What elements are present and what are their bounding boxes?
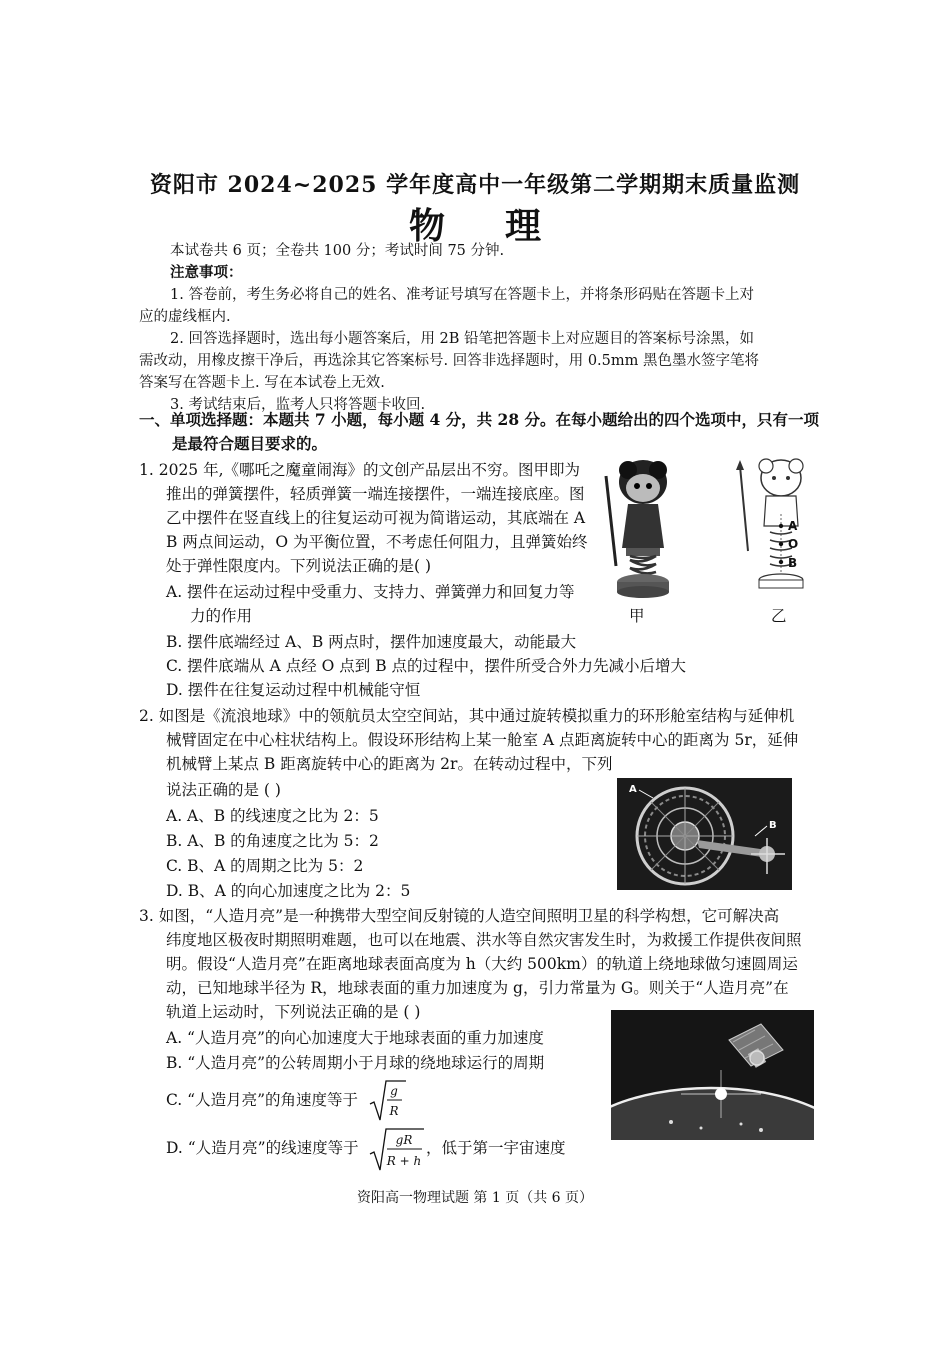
sqrt-d-denominator: R + h (386, 1154, 422, 1168)
q1-line-3: 乙中摆件在竖直线上的往复运动可视为简谐运动，其底端在 A (166, 509, 586, 527)
q1-option-d: D. 摆件在往复运动过程中机械能守恒 (166, 681, 421, 699)
nezha-figurine-figure (588, 456, 698, 601)
q3-option-b: B. “人造月亮”的公转周期小于月球的绕地球运行的周期 (166, 1054, 545, 1072)
q2-line-2: 械臂固定在中心柱状结构上。假设环形结构上某一舱室 A 点距离旋转中心的距离为 5r，延伸 (166, 731, 799, 749)
q2-line-3: 机械臂上某点 B 距离旋转中心的距离为 2r。在转动过程中，下列 (166, 755, 613, 773)
exam-info: 本试卷共 6 页；全卷共 100 分；考试时间 75 分钟. (170, 243, 505, 259)
station-point-a-label: A (629, 784, 637, 795)
fig-label-yi: 乙 (771, 607, 787, 625)
section-heading-2: 是最符合题目要求的。 (172, 434, 328, 453)
q2-option-b: B. A、B 的角速度之比为 5：2 (166, 832, 379, 850)
page-footer: 资阳高一物理试题 第 1 页（共 6 页） (356, 1190, 594, 1206)
q1-option-a-cont: 力的作用 (190, 607, 253, 625)
q3-line-3: 明。假设“人造月亮”在距离地球表面高度为 h（大约 500km）的轨道上绕地球做匀速圆周运 (166, 955, 798, 973)
q1-line-1: 1. 2025 年,《哪吒之魔童闹海》的文创产品层出不穷。图甲即为 (139, 461, 581, 479)
sqrt-d-numerator: gR (395, 1133, 413, 1147)
q3-line-2: 纬度地区极夜时期照明难题，也可以在地震、洪水等自然灾害发生时，为救援工作提供夜间照 (166, 931, 802, 949)
space-station-figure (617, 778, 792, 890)
q3-option-d-text: D. “人造月亮”的线速度等于 (166, 1139, 359, 1157)
point-o-label: O (788, 537, 799, 551)
fig-label-jia: 甲 (629, 607, 645, 625)
section-heading-1: 一、单项选择题：本题共 7 小题，每小题 4 分，共 28 分。在每小题给出的四个选项中，只有一项 (139, 410, 820, 429)
artificial-moon-figure (611, 1010, 814, 1140)
q3-option-d-tail: ，低于第一宇宙速度 (426, 1139, 566, 1157)
sqrt-c-denominator: R (389, 1104, 399, 1118)
q1-line-2: 推出的弹簧摆件，轻质弹簧一端连接摆件，一端连接底座。图 (166, 485, 585, 503)
notice-3: 3. 考试结束后，监考人只将答题卡收回. (170, 397, 426, 413)
station-point-b-label: B (769, 820, 777, 831)
q1-option-b: B. 摆件底端经过 A、B 两点时，摆件加速度最大，动能最大 (166, 633, 577, 651)
notice-heading: 注意事项： (170, 264, 243, 281)
point-a-label: A (788, 519, 798, 533)
q1-line-4: B 两点间运动，O 为平衡位置，不考虑任何阻力，且弹簧始终 (166, 533, 588, 551)
q1-line-5: 处于弹性限度内。下列说法正确的是( ) (166, 557, 432, 575)
notice-2c: 答案写在答题卡上. 写在本试卷上无效. (139, 375, 385, 391)
q3-line-5: 轨道上运动时，下列说法正确的是 ( ) (166, 1003, 421, 1021)
subject-title: 物理 (408, 205, 601, 247)
q3-option-c (166, 1088, 358, 1112)
sqrt-gr-over-rh (368, 1126, 428, 1174)
q2-option-c: C. B、A 的周期之比为 5：2 (166, 857, 364, 875)
q3-option-c-text: C. “人造月亮”的角速度等于 (166, 1091, 359, 1109)
sqrt-g-over-r (368, 1078, 408, 1124)
q1-option-c: C. 摆件底端从 A 点经 O 点到 B 点的过程中，摆件所受合外力先减小后增大 (166, 657, 687, 675)
point-b-label: B (788, 556, 798, 570)
q3-option-a: A. “人造月亮”的向心加速度大于地球表面的重力加速度 (166, 1029, 544, 1047)
notice-1a: 1. 答卷前，考生务必将自己的姓名、准考证号填写在答题卡上，并将条形码贴在答题卡上对 (170, 287, 754, 303)
q3-line-1: 3. 如图，“人造月亮”是一种携带大型空间反射镜的人造空间照明卫星的科学构想，它可解决高 (139, 907, 780, 925)
spring-diagram-figure (726, 456, 831, 601)
q2-line-4: 说法正确的是 ( ) (166, 781, 281, 799)
notice-2b: 需改动，用橡皮擦干净后，再选涂其它答案标号. 回答非选择题时，用 0.5mm 黑色墨水签字笔将 (139, 353, 759, 369)
q2-line-1: 2. 如图是《流浪地球》中的领航员太空空间站，其中通过旋转模拟重力的环形舱室结构与延伸机 (139, 707, 795, 725)
q1-option-a: A. 摆件在运动过程中受重力、支持力、弹簧弹力和回复力等 (166, 583, 575, 601)
q3-option-d (166, 1136, 359, 1160)
exam-title: 资阳市 2024~2025 学年度高中一年级第二学期期末质量监测 (149, 172, 801, 198)
q2-option-a: A. A、B 的线速度之比为 2：5 (166, 807, 379, 825)
notice-2a: 2. 回答选择题时，选出每小题答案后，用 2B 铅笔把答题卡上对应题目的答案标号涂黑，如 (170, 331, 755, 347)
q2-option-d: D. B、A 的向心加速度之比为 2：5 (166, 882, 411, 900)
sqrt-c-numerator: g (390, 1084, 398, 1098)
q3-line-4: 动，已知地球半径为 R，地球表面的重力加速度为 g，引力常量为 G。则关于“人造月亮”在 (166, 979, 789, 997)
notice-1b: 应的虚线框内. (139, 309, 231, 325)
